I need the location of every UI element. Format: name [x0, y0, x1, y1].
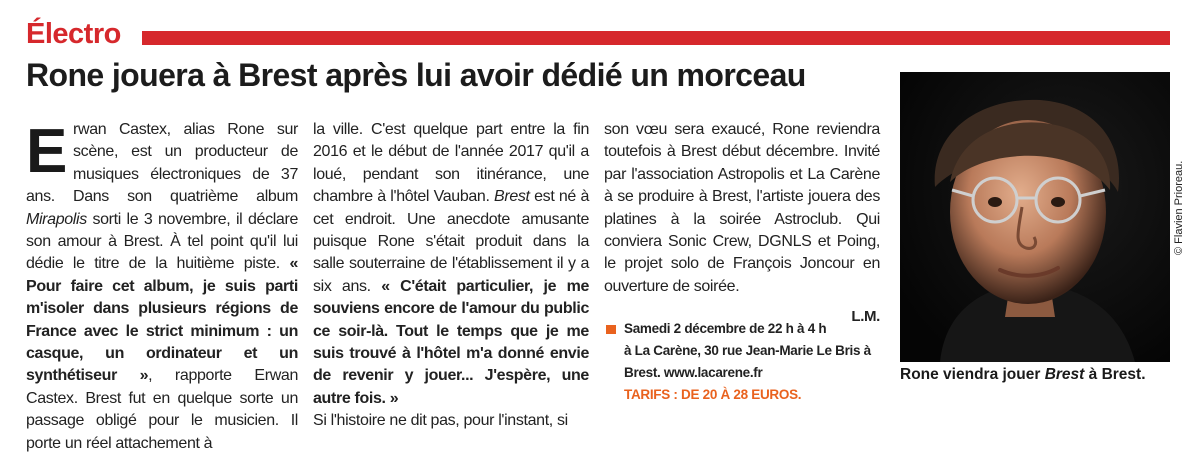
author-signature: L.M.	[851, 308, 880, 326]
section-rubric	[26, 14, 121, 54]
event-info-box	[604, 318, 880, 406]
caption-text: Rone viendra jouer	[900, 366, 1045, 383]
article-paragraph	[313, 119, 589, 433]
caption-text: à Brest.	[1084, 366, 1146, 383]
drop-cap: E	[26, 117, 68, 186]
track-title: Brest	[494, 188, 530, 206]
article-paragraph: son vœu sera exaucé, Rone reviendra toutefois à Brest début décembre. Invité par l'association Astropolis et La Carène à se produire à Brest, l'artiste jouera des platines à la soirée Astroclub. Qui conviera Sonic Crew, DGNLS et Poing, le projet solo de François Joncour en ouverture de soirée.	[604, 121, 880, 295]
article-column-2	[313, 119, 589, 433]
event-website: Brest. www.lacarene.fr	[624, 365, 763, 380]
text-run: Si l'histoire ne dit pas, pour l'instant, si	[313, 412, 568, 430]
photo-caption	[900, 365, 1170, 385]
portrait-illustration	[900, 72, 1170, 362]
album-title: Mirapolis	[26, 210, 87, 228]
article-column-3	[604, 119, 880, 329]
article-paragraph	[26, 119, 298, 455]
artist-photo	[900, 72, 1170, 362]
text-run: , rapporte Erwan Castex. Brest fut en quelque sorte un passage obligé pour le musicien. Il porte un réel attachement à	[26, 367, 298, 452]
headline: Rone jouera à Brest après lui avoir dédié un morceau	[26, 57, 806, 93]
rubric-bar	[142, 31, 1170, 45]
event-prices: TARIFS : DE 20 À 28 EUROS.	[624, 387, 802, 402]
event-date: Samedi 2 décembre de 22 h à 4 h	[624, 321, 827, 336]
text-run: rwan Castex, alias Rone sur scène, est un producteur de musiques électroniques de 37 ans. Dans son quatrième album	[26, 121, 298, 206]
text-run: sorti le 3 novembre, il déclare son amour à Brest. À tel point qu'il lui dédie le titre de la huitième piste.	[26, 210, 298, 273]
bullet-square-icon	[606, 325, 616, 334]
photo-credit: © Flavien Prioreau.	[1173, 160, 1185, 255]
event-venue: à La Carène, 30 rue Jean-Marie Le Bris à	[624, 343, 871, 358]
quote: « C'était particulier, je me souviens encore de l'amour du public ce soir-là. Tout le temps que je me suis trouvé à l'hôtel m'a donné envie de revenir y jouer... J'espère, une autre fois. »	[313, 277, 589, 407]
text-run: la ville. C'est quelque part entre la fin 2016 et le début de l'année 2017 qu'il a loué, pendant son itinérance, une chambre à l'hôtel Vauban.	[313, 121, 589, 206]
article-column-1	[26, 119, 298, 455]
rubric-label: Électro	[26, 17, 121, 50]
quote: « Pour faire cet album, je suis parti m'isoler dans plusieurs régions de France avec le strict minimum : un casque, un ordinateur et un synthétiseur »	[26, 255, 298, 385]
caption-track-title: Brest	[1044, 366, 1085, 383]
text-run: est né à cet endroit. Une anecdote amusante puisque Rone s'était produit dans la salle souterraine de l'établissement il y a six ans.	[313, 188, 589, 295]
